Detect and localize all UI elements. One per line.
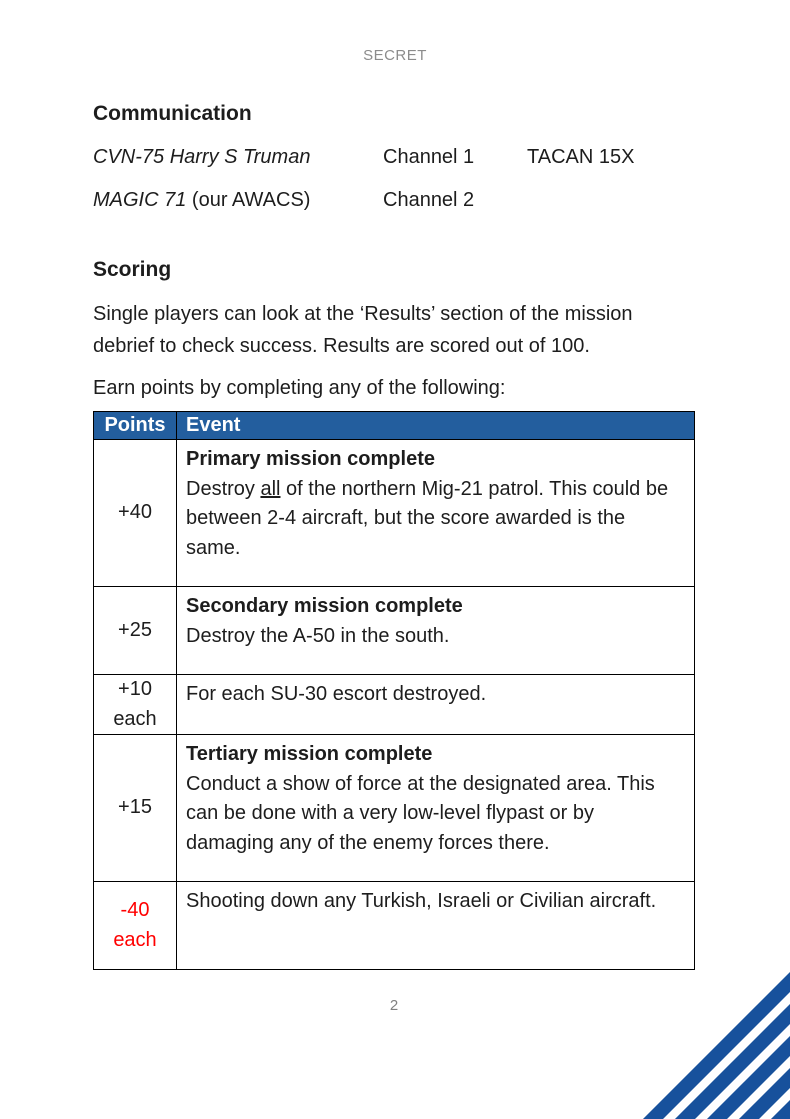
event-cell	[177, 735, 695, 882]
classification-banner: SECRET	[363, 47, 427, 64]
comm-tacan: TACAN 15X	[527, 146, 635, 168]
scoring-paragraph: Earn points by completing any of the following:	[93, 377, 506, 399]
stripe	[590, 919, 790, 1119]
event-cell	[177, 587, 695, 675]
table-row	[94, 587, 695, 675]
points-header: Points	[94, 412, 177, 440]
comm-row	[93, 142, 695, 172]
event-cell	[177, 675, 695, 735]
event-description: Destroy the A-50 in the south.	[186, 624, 450, 647]
points-cell: -40 each	[94, 882, 177, 970]
scoring-paragraph: Single players can look at the ‘Results’ section of the mission debrief to check success. Results are scored out of 100.	[93, 303, 633, 357]
page-content	[0, 100, 790, 1014]
corner-stripes	[590, 919, 790, 1119]
event-description: For each SU-30 escort destroyed.	[186, 683, 487, 705]
event-description: Conduct a show of force at the designated area. This can be done with a very low-level flypast or by damaging any of the enemy forces there.	[186, 772, 655, 854]
event-cell	[177, 440, 695, 587]
points-cell: +25	[94, 587, 177, 675]
comm-callsign: CVN-75 Harry S Truman	[93, 146, 311, 168]
event-title: Primary mission complete	[186, 448, 435, 470]
communication-heading: Communication	[93, 102, 252, 125]
table-row	[94, 735, 695, 882]
comm-channel: Channel 1	[383, 146, 475, 168]
comm-channel: Channel 2	[383, 189, 475, 211]
event-title: Tertiary mission complete	[186, 743, 433, 765]
comm-callsign: MAGIC 71 (our AWACS)	[93, 189, 311, 211]
table-header-row	[94, 412, 695, 440]
comm-tacan	[527, 185, 695, 215]
scoring-table	[93, 411, 695, 970]
scoring-heading: Scoring	[93, 258, 172, 281]
scoring-table-body	[94, 440, 695, 970]
event-description: Destroy all of the northern Mig-21 patrol. This could be between 2-4 aircraft, but the score awarded is the same.	[186, 477, 669, 559]
page-number: 2	[389, 997, 399, 1014]
table-row	[94, 440, 695, 587]
event-description: Shooting down any Turkish, Israeli or Civilian aircraft.	[186, 890, 657, 912]
event-header: Event	[177, 412, 695, 440]
comm-row	[93, 185, 695, 215]
points-cell: +10 each	[94, 675, 177, 735]
points-cell: +15	[94, 735, 177, 882]
communication-list	[93, 142, 695, 215]
points-cell: +40	[94, 440, 177, 587]
table-row	[94, 675, 695, 735]
event-title: Secondary mission complete	[186, 595, 463, 617]
